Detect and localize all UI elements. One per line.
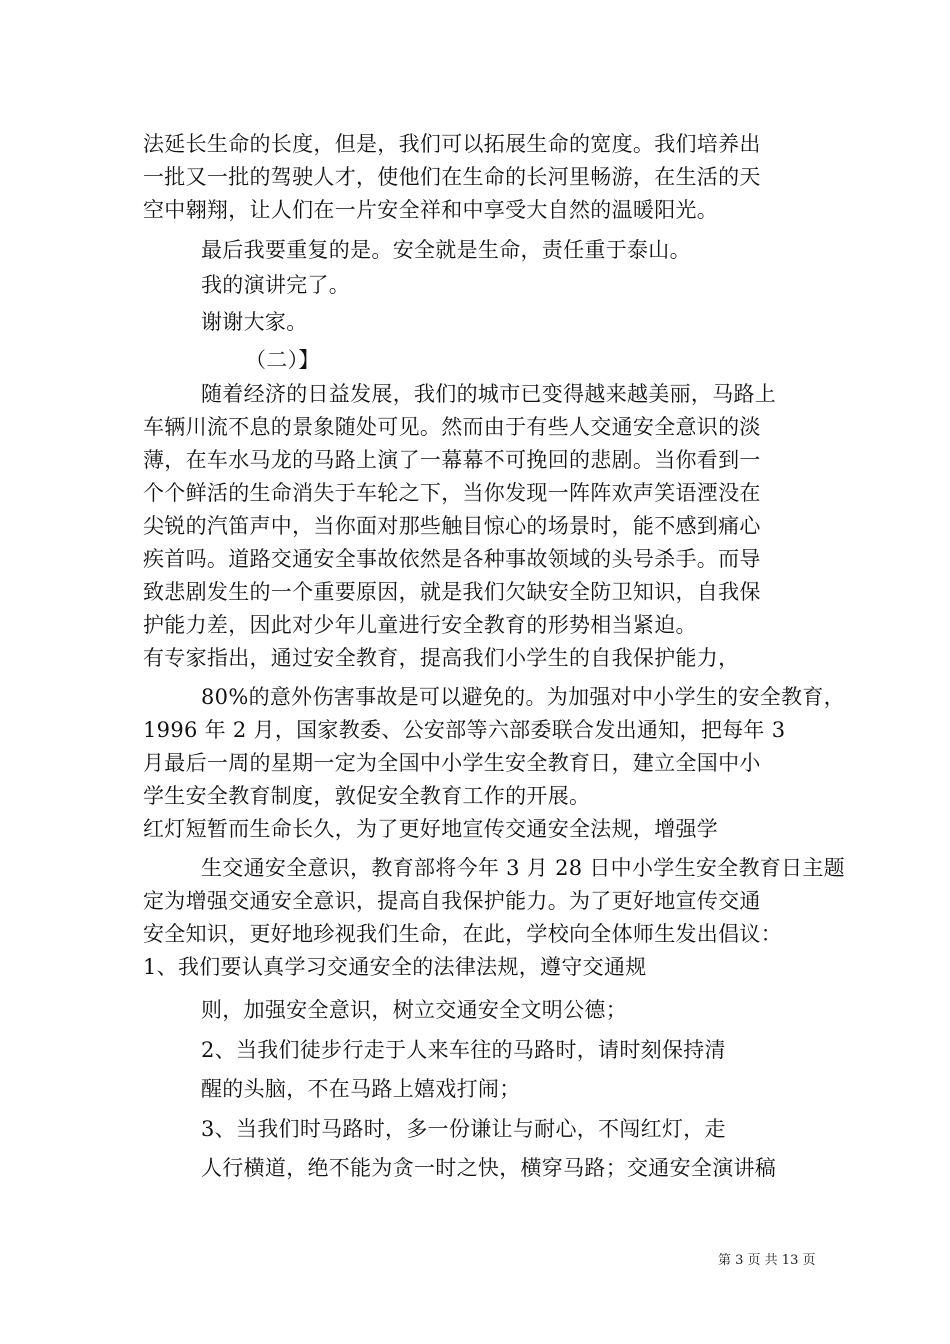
text-line: 学生安全教育制度，敦促安全教育工作的开展。 <box>143 784 591 808</box>
text-line: 红灯短暂而生命长久，为了更好地宣传交通安全法规，增强学 <box>143 817 719 841</box>
text-line: 生交通安全意识，教育部将今年 3 月 28 日中小学生安全教育日主题 <box>201 856 845 880</box>
list-item: 醒的头脑，不在马路上嬉戏打闹； <box>201 1077 521 1101</box>
text-line: 我的演讲完了。 <box>201 273 351 297</box>
text-line: 一批又一批的驾驶人才，使他们在生命的长河里畅游，在生活的天 <box>143 165 761 189</box>
text-line: 薄，在车水马龙的马路上演了一幕幕不可挽回的悲剧。当你看到一 <box>143 448 761 472</box>
list-item: 则，加强安全意识，树立交通安全文明公德； <box>201 998 627 1022</box>
list-item: 2、当我们徒步行走于人来车往的马路时，请时刻保持清 <box>201 1038 726 1062</box>
text-line: 致悲剧发生的一个重要原因，就是我们欠缺安全防卫知识，自我保 <box>143 580 761 604</box>
list-item: 人行横道，绝不能为贪一时之快，横穿马路；交通安全演讲稿 <box>201 1156 777 1180</box>
text-line: 定为增强交通安全意识，提高自我保护能力。为了更好地宣传交通 <box>143 889 761 913</box>
text-line: 法延长生命的长度，但是，我们可以拓展生命的宽度。我们培养出 <box>143 132 761 156</box>
list-item: 3、当我们时马路时，多一份谦让与耐心，不闯红灯，走 <box>201 1117 726 1141</box>
text-line: 1996 年 2 月，国家教委、公安部等六部委联合发出通知，把每年 3 <box>143 718 786 742</box>
text-line: 车辆川流不息的景象随处可见。然而由于有些人交通安全意识的淡 <box>143 415 761 439</box>
text-line: 最后我要重复的是。安全就是生命，责任重于泰山。 <box>201 238 691 262</box>
text-line: 个个鲜活的生命消失于车轮之下，当你发现一阵阵欢声笑语湮没在 <box>143 481 761 505</box>
text-line: 80%的意外伤害事故是可以避免的。为加强对中小学生的安全教育， <box>201 685 845 709</box>
text-line: 1、我们要认真学习交通安全的法律法规，遵守交通规 <box>143 955 647 979</box>
text-line: 护能力差，因此对少年儿童进行安全教育的形势相当紧迫。 <box>143 613 697 637</box>
text-line: 月最后一周的星期一定为全国中小学生安全教育日，建立全国中小 <box>143 751 761 775</box>
text-line: 空中翱翔，让人们在一片安全祥和中享受大自然的温暖阳光。 <box>143 198 719 222</box>
text-line: 有专家指出，通过安全教育，提高我们小学生的自我保护能力， <box>143 646 740 670</box>
text-line: 疾首吗。道路交通安全事故依然是各种事故领域的头号杀手。而导 <box>143 547 761 571</box>
text-line: 安全知识，更好地珍视我们生命，在此，学校向全体师生发出倡议： <box>143 922 782 946</box>
text-line: 谢谢大家。 <box>201 310 308 334</box>
section-heading: （二）】 <box>245 348 320 372</box>
text-line: 随着经济的日益发展，我们的城市已变得越来越美丽，马路上 <box>201 382 777 406</box>
page-number-footer: 第 3 页 共 13 页 <box>718 1253 816 1268</box>
text-line: 尖锐的汽笛声中，当你面对那些触目惊心的场景时，能不感到痛心 <box>143 514 761 538</box>
